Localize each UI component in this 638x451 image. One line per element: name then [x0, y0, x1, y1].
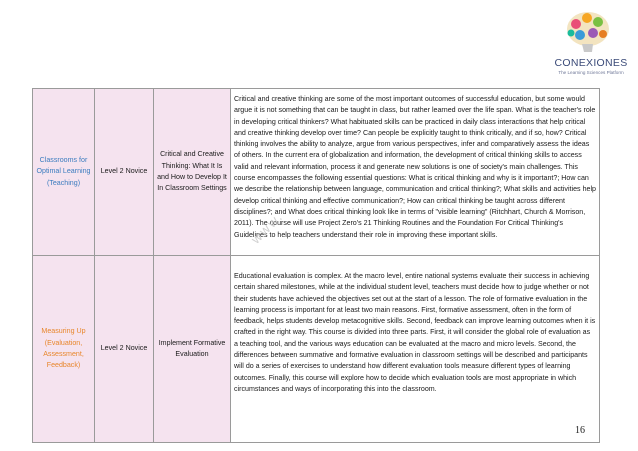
area-cell: Measuring Up (Evaluation, Assessment, Feedback) — [33, 256, 95, 443]
brain-icon — [567, 12, 609, 52]
course-title-cell: Critical and Creative Thinking: What It Is and How to Develop It In Classroom Settings — [154, 89, 231, 256]
watermark: www. — [248, 208, 287, 247]
page-number: 16 — [575, 425, 585, 436]
level-cell: Level 2 Novice — [95, 89, 154, 256]
description-cell — [231, 256, 600, 443]
course-description: Educational evaluation is complex. At the macro level, entire national systems evaluate their success in achieving certain shared milestones, while at the individual student level, teachers must decide how to judge whether or not their students have achieved the objectives set out at the start of a lesson. The role of formative evaluation in the learning process is important for at least two main reasons. First, formative assessment, often in the form of feedback, helps students develop metacognitive skills. Second, feedback can improve learning outcomes when it is crafted in the right way. This course is divided into three parts. First, it will consider the global role of evaluation as a teaching tool, and the various ways education can be evaluated at the macro and micro levels. Second, the differences between summative and formative evaluation in classroom settings will be described and participants will do a series of exercises to understand how different evaluation tools measure different types of learning outcomes. Finally, this course will explore how to decide which evaluation tools are most appropriate in which circumstances and ways of incorporating this into the classroom. — [234, 272, 596, 393]
table-row — [33, 256, 600, 443]
logo-title: CONEXIONES — [554, 57, 628, 69]
course-table — [32, 88, 600, 443]
description-cell — [231, 89, 600, 256]
course-title-cell: Implement Formative Evaluation — [154, 256, 231, 443]
table-row — [33, 89, 600, 256]
logo-subtitle: The Learning Sciences Platform — [558, 70, 624, 75]
area-cell: Classrooms for Optimal Learning (Teaching) — [33, 89, 95, 256]
conexiones-logo — [546, 2, 630, 88]
course-description: Critical and creative thinking are some of the most important outcomes of successful education, but some would argue it is not something that can be taught in class, but rather learned over the life span. What is the teacher's role in developing critical thinkers? What habituated skills can be practiced in daily class interactions that help critical and creative thinking develop over time? Can people be explicitly taught to think critically, and if so, how? Critical thinking involves the ability to analyze, argue from various perspectives, infer and comparatively assess the ideas of others. In the current era of globalization and information, the development of critical thinking skills to access valid and relevant information, process it and generate new solutions is one of society's main challenges. This course encompasses the following essential questions: What is critical thinking and why is it important?; How can we describe the relationship between language, communication and critical thinking?; What skills and activities help develop critical thinking and effective communication?; How can critical thinking be taught across different disciplines?; and What does critical thinking look like in terms of "visible learning" (Ritchhart, Church & Morrison, 2011). The course will use Project Zero's 21 Thinking Routines and the Foundation For Critical Thinking's Guidelines to help teachers understand their role in improving these important skills. — [234, 95, 596, 239]
level-cell: Level 2 Novice — [95, 256, 154, 443]
